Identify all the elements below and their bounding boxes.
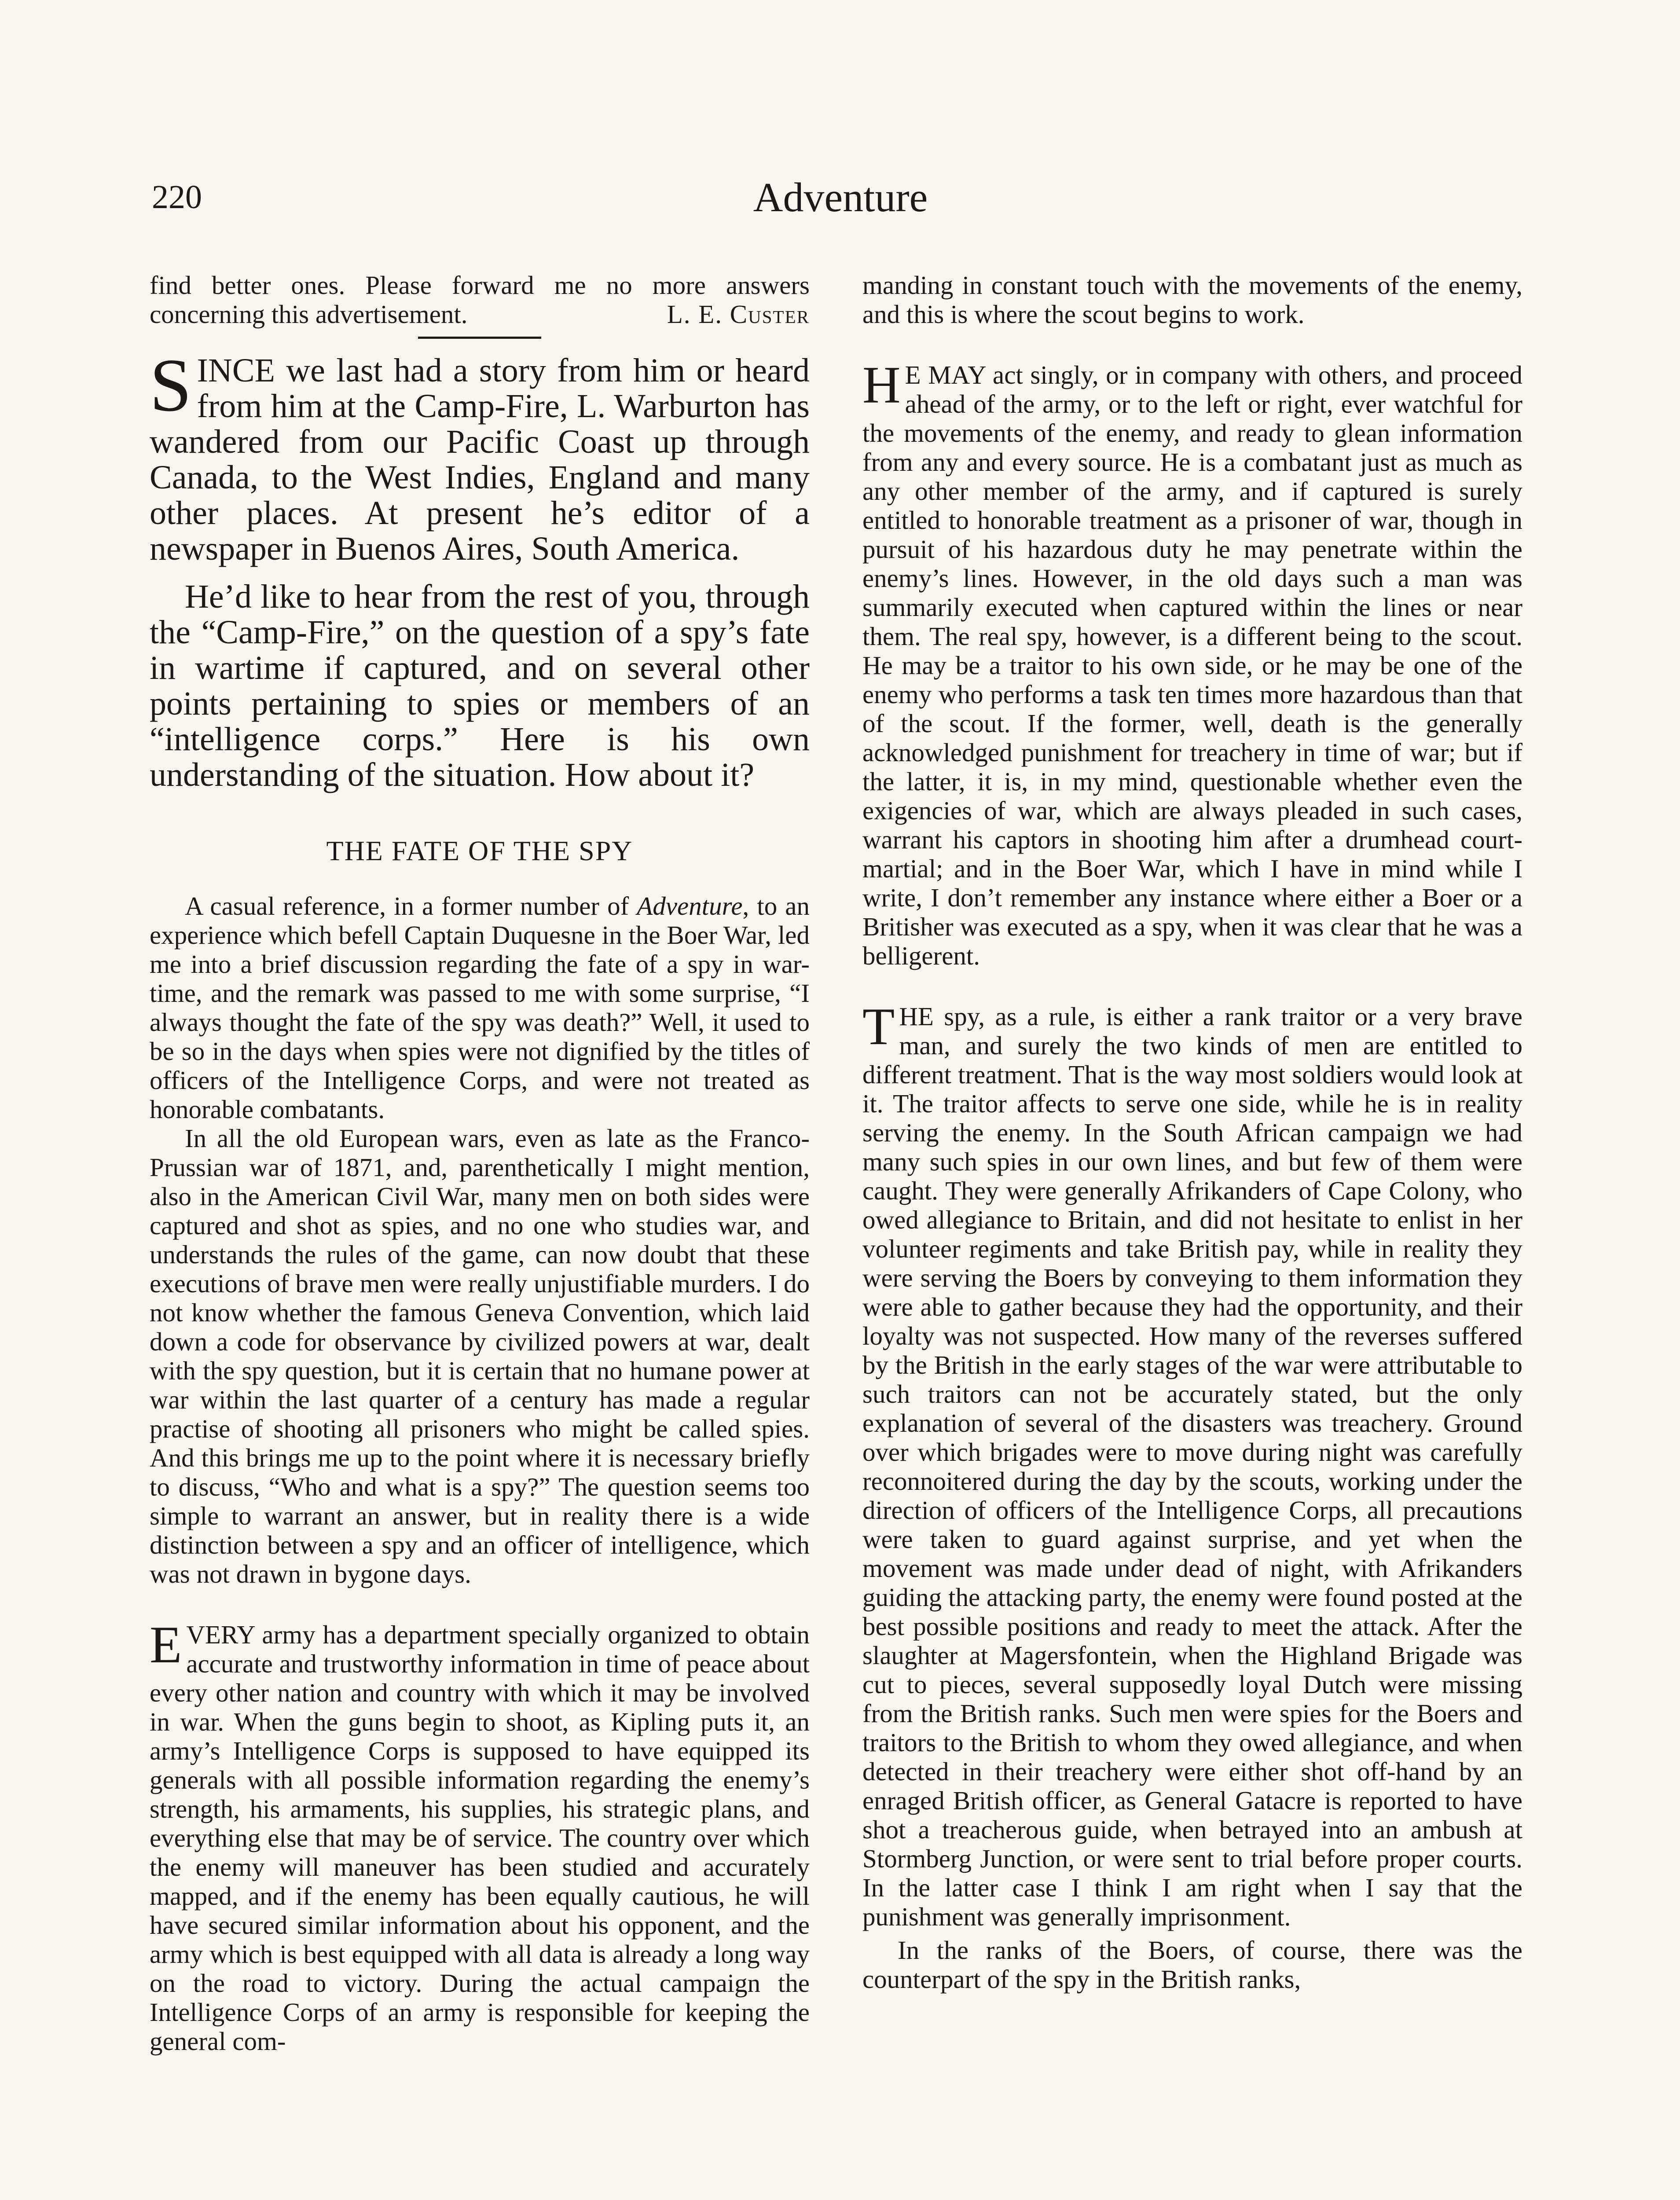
article-paragraph bbox=[150, 1615, 810, 2056]
article-paragraph bbox=[150, 891, 810, 1124]
magazine-title-italic: Adventure bbox=[637, 891, 743, 920]
article-paragraph: In all the old European wars, even as late as the Franco-Prussian war of 1871, and, parenthetically I might mention, also in the American Civil War, many men on both sides were captured and shot as spies, and no one who studies war, and understands the rules of the game, can now doubt that these executions of brave men were really unjustifiable murders. I do not know whether the famous Geneva Convention, which laid down a code for observance by civilized powers at war, dealt with the spy question, but it is certain that no humane power at war within the last quarter of a century has made a regular practise of shooting all prisoners who might be called spies. And this brings me up to the point where it is necessary briefly to discuss, “Who and what is a spy?” The question seems too simple to warrant an answer, but in reality there is a wide distinction between a spy and an officer of intelligence, which was not drawn in bygone days. bbox=[150, 1124, 810, 1588]
article-paragraph: manding in constant touch with the movements of the enemy, and this is where the scout begins to work. bbox=[862, 271, 1522, 329]
drop-cap: S bbox=[150, 344, 192, 427]
article-paragraph bbox=[862, 997, 1522, 1931]
letter-closing bbox=[150, 271, 810, 329]
running-title: Adventure bbox=[753, 175, 928, 220]
paragraph-rest: E MAY act singly, or in company with others, and proceed ahead of the army, or to the left or right, ever watchful for the movements of the enemy, and ready to glean information from any and every source. He is a combatant just as much as any other member of the army, and if captured is surely entitled to honorable treatment as a prisoner of war, though in pursuit of his hazardous duty he may penetrate within the enemy’s lines. However, in the old days such a man was summarily executed when captured within the lines or near them. The real spy, however, is a different being to the scout. He may be a traitor to his own side, or he may be one of the enemy who performs a task ten times more hazardous than that of the scout. If the former, well, death is the generally acknowledged punishment for treachery in time of war; but if the latter, it is, in my mind, questionable whether even the exigencies of war, which are always pleaded in such cases, warrant his captors in shooting him after a drumhead court-martial; and in the Boer War, which I have in mind while I write, I don’t remember any instance where either a Boer or a Britisher was executed as a spy, when it was clear that he was a belligerent. bbox=[862, 360, 1522, 970]
article-paragraph: In the ranks of the Boers, of course, there was the counterpart of the spy in the British ranks, bbox=[862, 1936, 1522, 1994]
editor-question-paragraph: He’d like to hear from the rest of you, through the “Camp-Fire,” on the question of a spy’s fate in wartime if captured, and on several other points pertaining to spies or members of an “intelligence corps.” Here is his own understanding of the situation. How about it? bbox=[150, 578, 810, 793]
signature: L. E. Custer bbox=[667, 300, 810, 329]
editor-intro-paragraph bbox=[150, 344, 810, 567]
article-paragraph bbox=[862, 356, 1522, 970]
article-heading: THE FATE OF THE SPY bbox=[326, 835, 633, 866]
section-divider bbox=[418, 337, 541, 339]
paragraph-rest: , to an experience which befell Captain Duquesne in the Boer War, led me into a brief discussion regarding the fate of a spy in war-time, and the remark was passed to me with some surprise, “I always thought the fate of the spy was death?” Well, it used to be so in the days when spies were not dignified by the titles of officers of the Intelligence Corps, and were not treated as honorable combatants. bbox=[150, 891, 810, 1124]
drop-cap: T bbox=[862, 997, 895, 1056]
drop-cap: E bbox=[150, 1615, 182, 1674]
left-column bbox=[150, 271, 810, 2056]
page-number: 220 bbox=[152, 179, 202, 216]
paragraph-rest: VERY army has a department specially organized to obtain accurate and trustworthy information in time of peace about every other nation and country with which it may be involved in war. When the guns begin to shoot, as Kipling puts it, an army’s Intelligence Corps is supposed to have equipped its generals with all possible information regarding the enemy’s strength, his armaments, his supplies, his strategic plans, and everything else that may be of service. The country over which the enemy will maneuver has been studied and accurately mapped, and if the enemy has been equally cautious, he will have secured similar information about his opponent, and the army which is best equipped with all data is already a long way on the road to victory. During the actual campaign the Intelligence Corps of an army is responsible for keeping the general com- bbox=[150, 1620, 810, 2056]
letter-closing-text: find better ones. Please forward me no more answers concerning this advertisement. bbox=[150, 271, 810, 329]
editor-intro-text: INCE we last had a story from him or heard from him at the Camp-Fire, L. Warburton has wandered from our Pacific Coast up through Canada, to the West Indies, England and many other places. At present he’s editor of a newspaper in Buenos Aires, South America. bbox=[150, 352, 810, 567]
drop-cap: H bbox=[862, 356, 901, 414]
paragraph-rest: HE spy, as a rule, is either a rank traitor or a very brave man, and surely the two kinds of men are entitled to different treatment. That is the way most soldiers would look at it. The traitor affects to serve one side, while he is in reality serving the enemy. In the South African campaign we had many such spies in our own lines, and but few of them were caught. They were generally Afrikanders of Cape Colony, who owed allegiance to Britain, and did not hesitate to enlist in her volunteer regiments and take British pay, while in reality they were serving the Boers by conveying to them information they were able to gather because they had the opportunity, and their loyalty was not suspected. How many of the reverses suffered by the British in the early stages of the war were attributable to such traitors can not be accurately stated, but the only explanation of several of the disasters was treachery. Ground over which brigades were to move during night was carefully reconnoitered during the day by the scouts, working under the direction of officers of the Intelligence Corps, all precautions were taken to guard against surprise, and yet when the movement was made under dead of night, with Afrikanders guiding the attacking party, the enemy were found posted at the best possible positions and ready to meet the attack. After the slaughter at Magersfontein, when the Highland Brigade was cut to pieces, several supposedly loyal Dutch were missing from the British ranks. Such men were spies for the Boers and traitors to the British to whom they owed allegiance, and when detected in their treachery were either shot off-hand by an enraged British officer, as General Gatacre is reported to have shot a treacherous guide, when betrayed into an ambush at Stormberg Junction, or were sent to trial before proper courts. In the latter case I think I am right when I say that the punishment was generally imprisonment. bbox=[862, 1002, 1522, 1931]
page-header bbox=[152, 175, 1529, 235]
paragraph-start: A casual reference, in a former number of bbox=[185, 891, 637, 920]
right-column bbox=[862, 271, 1522, 1994]
